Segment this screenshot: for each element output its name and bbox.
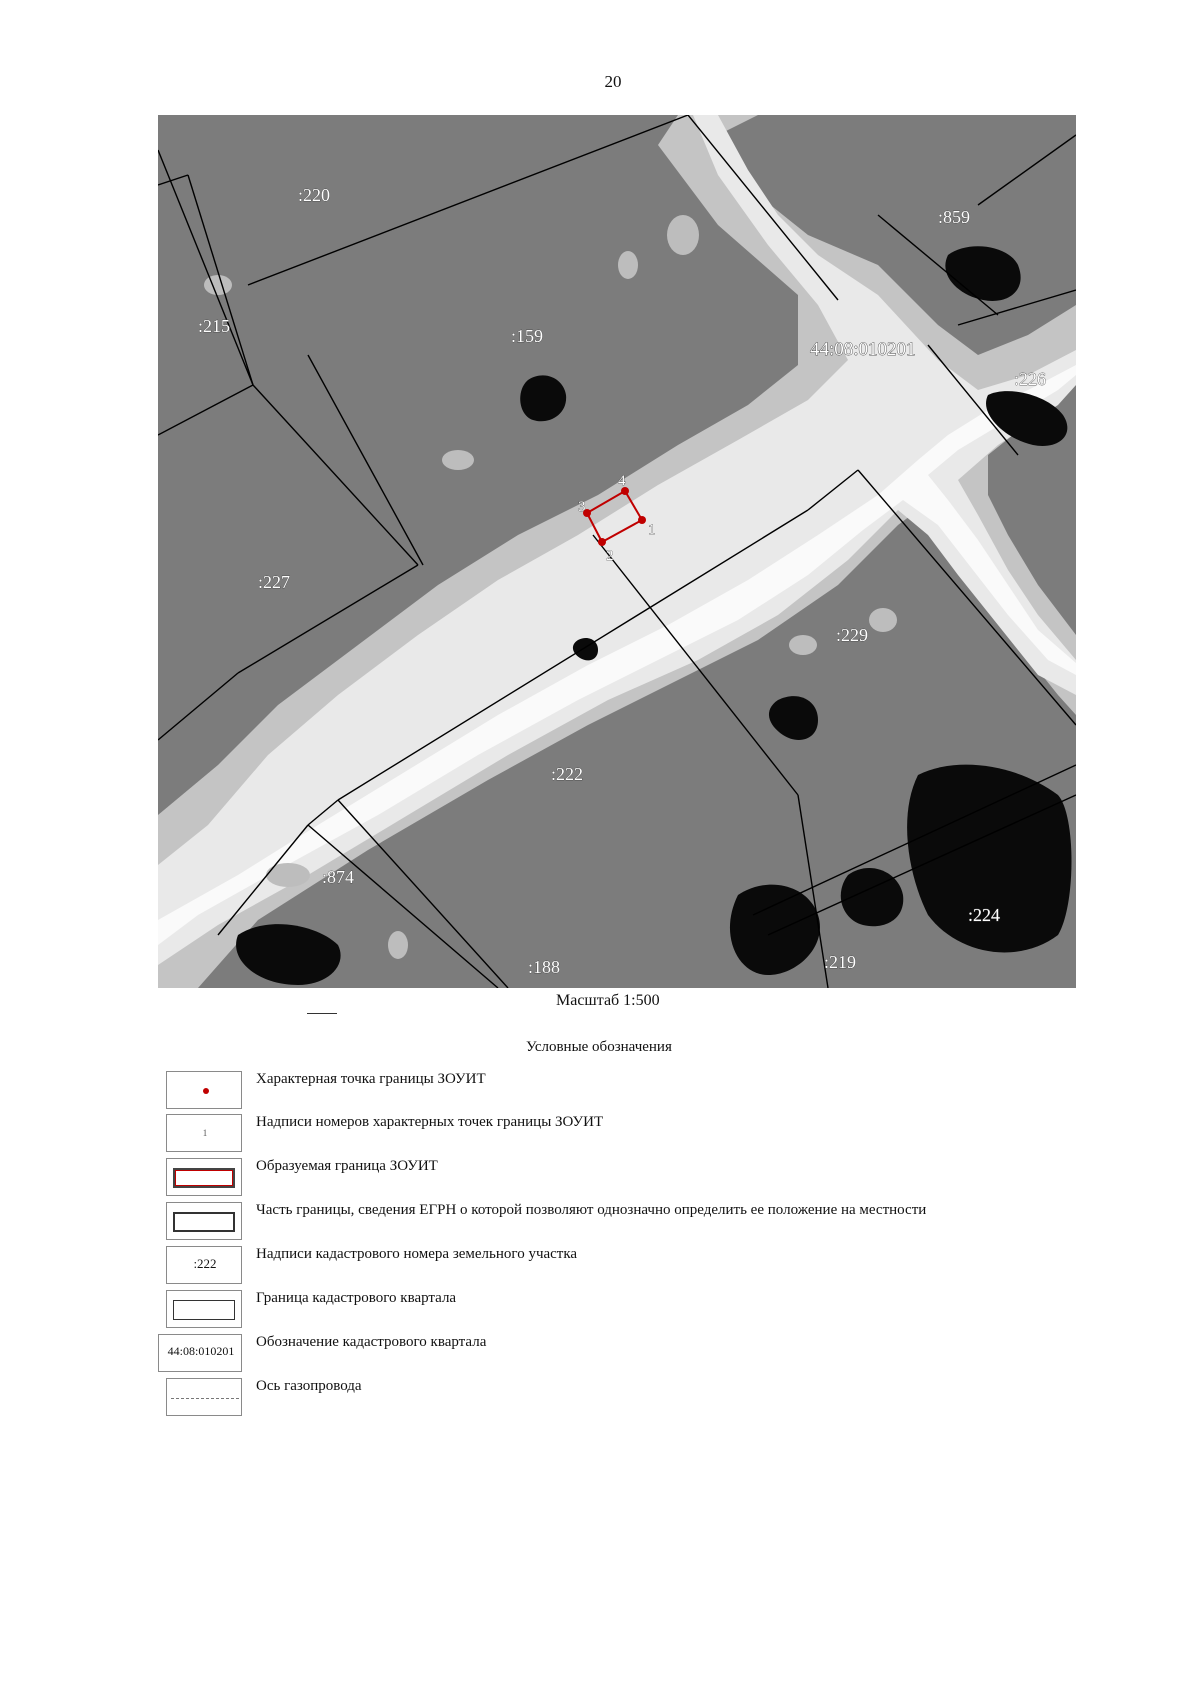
red-box-icon: [173, 1168, 235, 1188]
legend-item-quarter-number: [158, 1334, 1078, 1374]
legend-symbol-code: [166, 1246, 242, 1284]
legend-symbol-red-box: [166, 1158, 242, 1196]
legend-text: Часть границы, сведения ЕГРН о которой позволяют однозначно определить ее положение на местности: [256, 1202, 927, 1218]
legend-item-quarter-boundary: [158, 1290, 1078, 1330]
map-canvas: [158, 115, 1076, 988]
legend-symbol-red-dot: [166, 1071, 242, 1109]
legend-item-boundary-point: [158, 1071, 1078, 1111]
parcel-label-159: :159: [511, 326, 544, 346]
parcel-label-229: :229: [836, 625, 869, 645]
scale-caption: Масштаб 1:500: [556, 992, 660, 1009]
parcel-label-219: :219: [824, 952, 857, 972]
cadastral-map[interactable]: [158, 115, 1076, 988]
zouit-point-1: [638, 516, 646, 524]
legend-item-egrn-boundary: [158, 1202, 1078, 1242]
legend-symbol-dark-box: [166, 1202, 242, 1240]
legend-item-point-numbers: [158, 1114, 1078, 1154]
parcel-label-222: :222: [551, 764, 584, 784]
legend-text: Обозначение кадастрового квартала: [256, 1334, 487, 1350]
legend-sample-number: 1: [202, 1128, 208, 1138]
thin-box-icon: [173, 1300, 235, 1320]
dark-box-icon: [173, 1212, 235, 1232]
legend-symbol-dashed-line: [166, 1378, 242, 1416]
legend-title: Условные обозначения: [526, 1039, 672, 1055]
zouit-point-label-2: 2: [606, 548, 614, 564]
legend-text: Надписи кадастрового номера земельного участка: [256, 1246, 578, 1262]
legend-symbol-number: [166, 1114, 242, 1152]
parcel-label-224: :224: [968, 905, 1001, 925]
legend-text: Образуемая граница ЗОУИТ: [256, 1158, 438, 1174]
zouit-point-label-1: 1: [648, 522, 656, 538]
legend-text: Надписи номеров характерных точек границы ЗОУИТ: [256, 1114, 604, 1130]
legend-sample-quarter-code: 44:08:010201: [167, 1344, 235, 1358]
legend-text: Ось газопровода: [256, 1378, 362, 1394]
legend-sample-parcel-code: :222: [193, 1256, 217, 1271]
zouit-point-label-3: 3: [578, 499, 586, 515]
zouit-point-2: [598, 538, 606, 546]
page-number: 20: [604, 72, 622, 91]
parcel-label-874: :874: [322, 867, 355, 887]
scale-bar: [307, 1013, 337, 1014]
zouit-point-label-4: 4: [618, 473, 626, 489]
red-dot-icon: [203, 1088, 209, 1094]
legend-text: Граница кадастрового квартала: [256, 1290, 457, 1306]
legend-item-zouit-boundary: [158, 1158, 1078, 1198]
parcel-label-215: :215: [198, 316, 231, 336]
legend-item-parcel-number: [158, 1246, 1078, 1286]
legend-symbol-code: [158, 1334, 242, 1372]
parcel-label-220: :220: [298, 185, 331, 205]
legend-item-gas-pipeline: [158, 1378, 1078, 1418]
parcel-label-859: :859: [938, 207, 971, 227]
parcel-label-227: :227: [258, 572, 291, 592]
parcel-label-188: :188: [528, 957, 561, 977]
legend-text: Характерная точка границы ЗОУИТ: [256, 1071, 486, 1087]
dashed-line-icon: [171, 1398, 239, 1399]
legend-symbol-thin-box: [166, 1290, 242, 1328]
quarter-label: 44:08:010201: [810, 339, 916, 360]
parcel-label-226: :226: [1014, 369, 1047, 389]
